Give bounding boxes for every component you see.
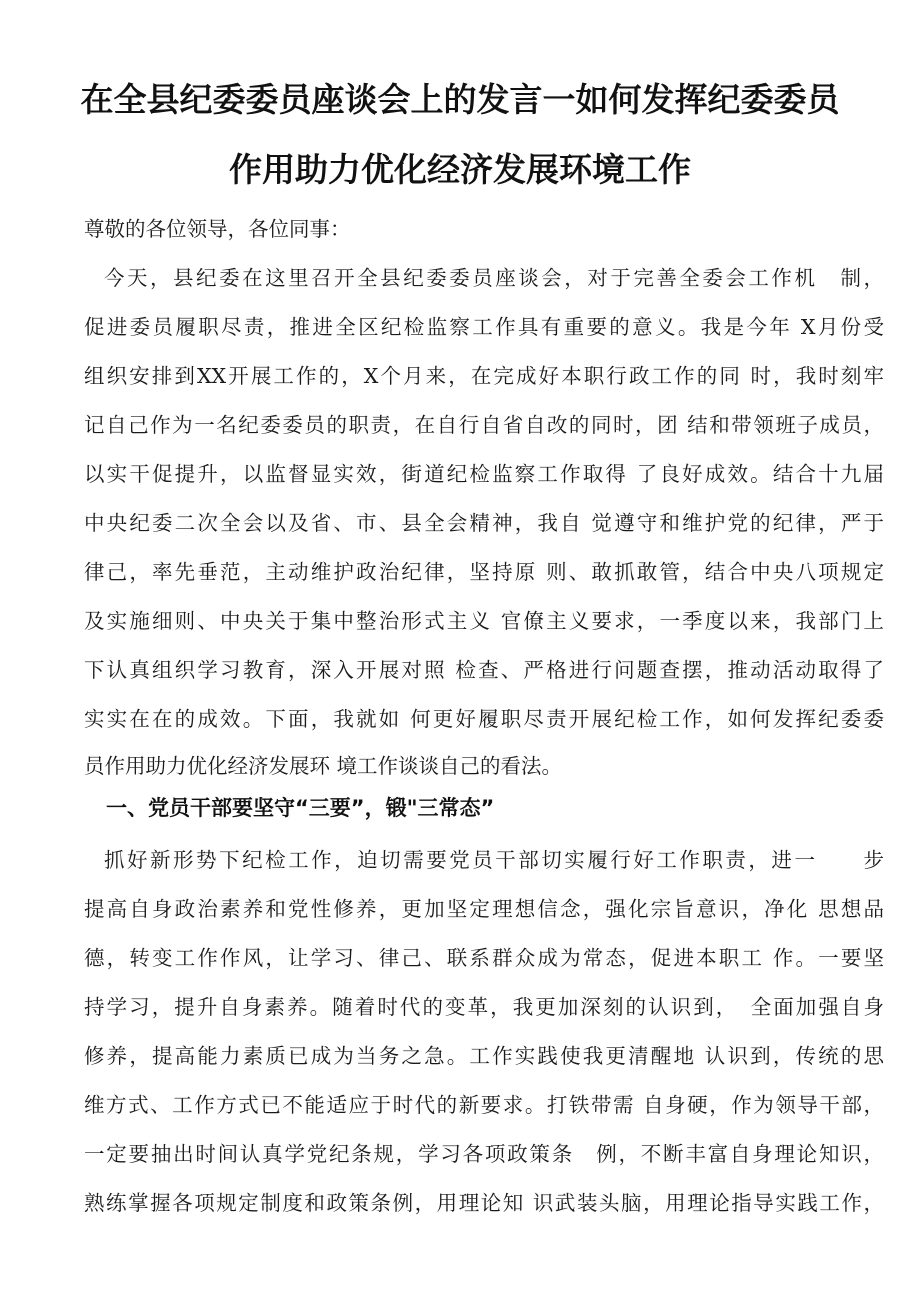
- paragraph1-line: 实实在在的成效。下面，我就如 何更好履职尽责开展纪检工作，如何发挥纪委委: [84, 707, 884, 731]
- paragraph1-line: 促进委员履职尽责，推进全区纪检监察工作具有重要的意义。我是今年 X月份受: [84, 315, 884, 339]
- paragraph2-line: 一定要抽出时间认真学党纪条规，学习各项政策条 例，不断丰富自身理论知识，: [84, 1142, 884, 1166]
- paragraph2-line: 提高自身政治素养和党性修养，更加坚定理想信念，强化宗旨意识，净化 思想品: [84, 897, 884, 921]
- paragraph1-line: 今天，县纪委在这里召开全县纪委委员座谈会，对于完善全委会工作机 制，: [104, 266, 884, 290]
- paragraph2-line: 持学习，提升自身素养。随着时代的变革，我更加深刻的认识到， 全面加强自身: [84, 995, 884, 1019]
- paragraph1-line: 以实干促提升，以监督显实效，街道纪检监察工作取得 了良好成效。结合十九届: [84, 462, 884, 486]
- paragraph1-line: 中央纪委二次全会以及省、市、县全会精神，我自 觉遵守和维护党的纪律，严于: [84, 511, 884, 535]
- paragraph1-line: 及实施细则、中央关于集中整治形式主义 官僚主义要求，一季度以来，我部门上: [84, 609, 884, 633]
- paragraph1-line: 律己，率先垂范，主动维护政治纪律，坚持原 则、敢抓敢管，结合中央八项规定: [84, 560, 884, 584]
- paragraph2-line: 抓好新形势下纪检工作，迫切需要党员干部切实履行好工作职责，进一 步: [104, 848, 884, 872]
- section-heading-1: 一、党员干部要坚守“三要”，锻"三常态”: [106, 796, 495, 820]
- document-title-line-2: 作用助力优化经济发展环境工作: [229, 150, 691, 189]
- paragraph1-line: 记自己作为一名纪委委员的职责，在自行自省自改的同时，团 结和带领班子成员，: [84, 413, 884, 437]
- paragraph2-line: 熟练掌握各项规定制度和政策条例，用理论知 识武装头脑，用理论指导实践工作，: [84, 1191, 884, 1215]
- paragraph1-line: 员作用助力优化经济发展环 境工作谈谈自己的看法。: [84, 754, 563, 778]
- paragraph2-line: 修养，提高能力素质已成为当务之急。工作实践使我更清醒地 认识到，传统的思: [84, 1044, 884, 1068]
- paragraph1-line: 组织安排到XX开展工作的，X个月来，在完成好本职行政工作的同 时，我时刻牢: [84, 364, 884, 388]
- paragraph2-line: 维方式、工作方式已不能适应于时代的新要求。打铁带需 自身硬，作为领导干部，: [84, 1093, 884, 1117]
- document-title-line-1: 在全县纪委委员座谈会上的发言一如何发挥纪委委员: [80, 80, 840, 119]
- salutation: 尊敬的各位领导，各位同事：: [84, 217, 351, 241]
- paragraph2-line: 德，转变工作作风，让学习、律己、联系群众成为常态，促进本职工 作。一要坚: [84, 946, 884, 970]
- paragraph1-line: 下认真组织学习教育，深入开展对照 检查、严格进行问题查摆，推动活动取得了: [84, 658, 884, 682]
